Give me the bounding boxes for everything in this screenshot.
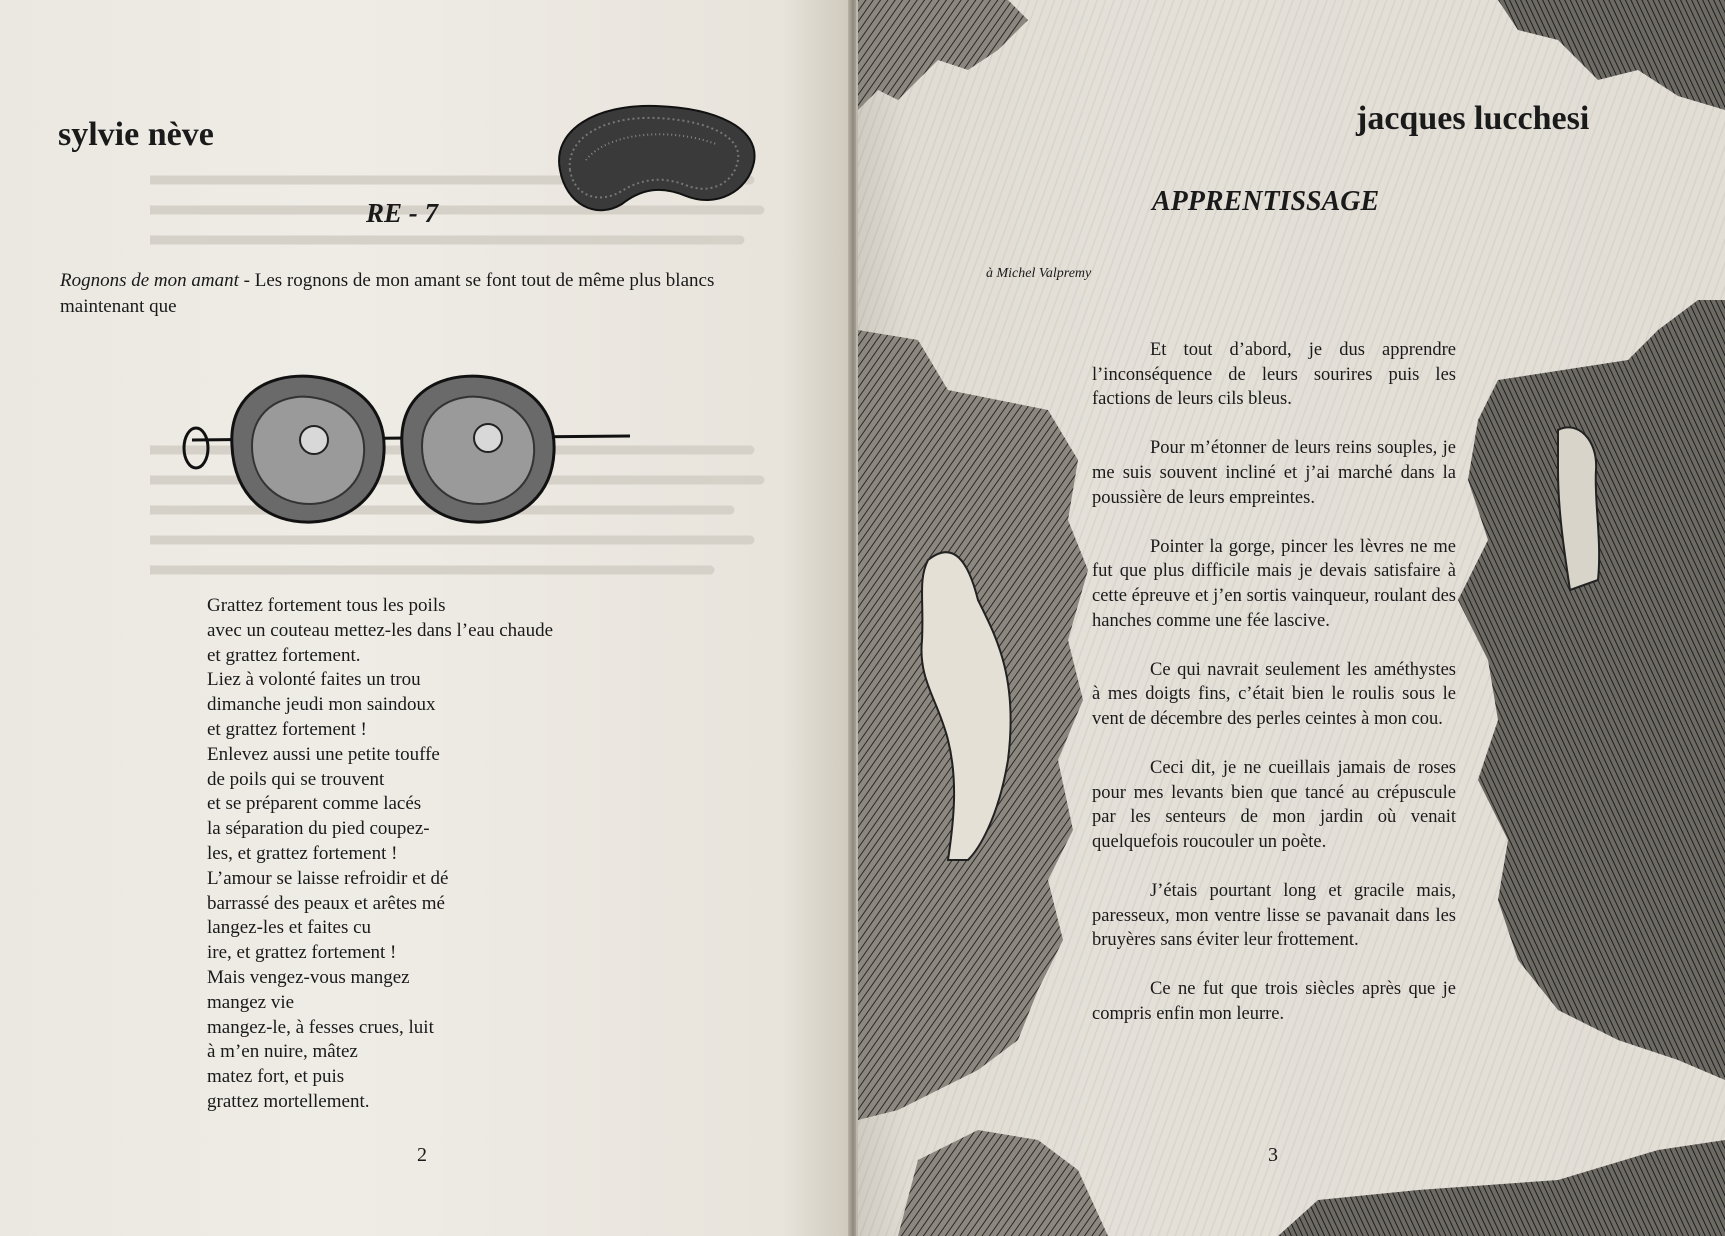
left-author-name: sylvie nève bbox=[58, 116, 214, 153]
prose-paragraph: J’étais pourtant long et gracile mais, paresseux, mon ventre lisse se pavanait dans les bruyères sans éviter leur frottement. bbox=[1092, 881, 1456, 951]
dedication: à Michel Valpremy bbox=[986, 266, 1092, 281]
poem-line: mangez-le, à fesses crues, luit bbox=[207, 1016, 434, 1038]
skewered-kidneys-illustration bbox=[172, 356, 634, 530]
intro-text: - Les rognons de mon amant se font tout de même plus blancs maintenant que bbox=[60, 270, 715, 317]
poem-line: ire, et grattez fortement ! bbox=[207, 942, 397, 964]
prose-paragraph: Et tout d’abord, je dus apprendre l’inconséquence de leurs sourires puis les factions de leurs cils bleus. bbox=[1092, 340, 1456, 410]
poem-line: matez fort, et puis bbox=[207, 1066, 345, 1088]
poem-line: à m’en nuire, mâtez bbox=[207, 1041, 358, 1063]
poem-line: grattez mortellement. bbox=[207, 1090, 370, 1112]
poem-line: les, et grattez fortement ! bbox=[207, 842, 398, 864]
prose-paragraph: Pour m’étonner de leurs reins souples, je me suis souvent incliné et j’ai marché dans la poussière de leurs empreintes. bbox=[1092, 438, 1456, 508]
poem-line: et grattez fortement ! bbox=[207, 718, 367, 740]
poem-line: Enlevez aussi une petite touffe bbox=[207, 743, 440, 765]
right-piece-title: APPRENTISSAGE bbox=[1152, 186, 1380, 217]
prose-paragraph: Ce qui navrait seulement les améthystes à mes doigts fins, c’était bien le roulis sous le vent de décembre des perles ceintes à mon cou. bbox=[1092, 659, 1456, 729]
poem-line: de poils qui se trouvent bbox=[207, 768, 385, 790]
kidney-bean-illustration bbox=[546, 100, 762, 220]
poem-line: Mais vengez-vous mangez bbox=[207, 966, 410, 988]
intro-paragraph bbox=[60, 268, 770, 320]
prose-paragraph: Ce ne fut que trois siècles après que je compris enfin mon leurre. bbox=[1092, 979, 1456, 1025]
poem-line: langez-les et faites cu bbox=[207, 917, 372, 939]
poem-line: Liez à volonté faites un trou bbox=[207, 669, 421, 691]
poem-line: et se préparent comme lacés bbox=[207, 793, 422, 815]
left-page-number: 2 bbox=[417, 1144, 427, 1166]
right-author-name: jacques lucchesi bbox=[1356, 100, 1590, 137]
left-poem-title: RE - 7 bbox=[366, 198, 439, 228]
right-page-number: 3 bbox=[1268, 1144, 1278, 1166]
poem-line: L’amour se laisse refroidir et dé bbox=[207, 867, 449, 889]
poem-line: dimanche jeudi mon saindoux bbox=[207, 694, 436, 716]
prose-body bbox=[1092, 338, 1456, 1051]
poem-line: Grattez fortement tous les poils bbox=[207, 595, 446, 616]
poem-line: la séparation du pied coupez- bbox=[207, 818, 430, 840]
poem-line: barrassé des peaux et arêtes mé bbox=[207, 892, 445, 914]
poem-line: et grattez fortement. bbox=[207, 644, 361, 666]
poem-line: avec un couteau mettez-les dans l’eau chaude bbox=[207, 619, 554, 641]
prose-paragraph: Pointer la gorge, pincer les lèvres ne me fut que plus difficile mais je devais satisfaire à cette épreuve et j’en sortis vainqueur, roulant des hanches comme une fée lascive. bbox=[1092, 536, 1456, 631]
poem-body bbox=[207, 594, 553, 1115]
intro-italic: Rognons de mon amant bbox=[60, 270, 239, 291]
poem-line: mangez vie bbox=[207, 991, 295, 1013]
prose-paragraph: Ceci dit, je ne cueillais jamais de roses pour mes levants bien que tancé au crépuscule par les senteurs de mon jardin où venait quelquefois roucouler un poète. bbox=[1092, 758, 1456, 852]
